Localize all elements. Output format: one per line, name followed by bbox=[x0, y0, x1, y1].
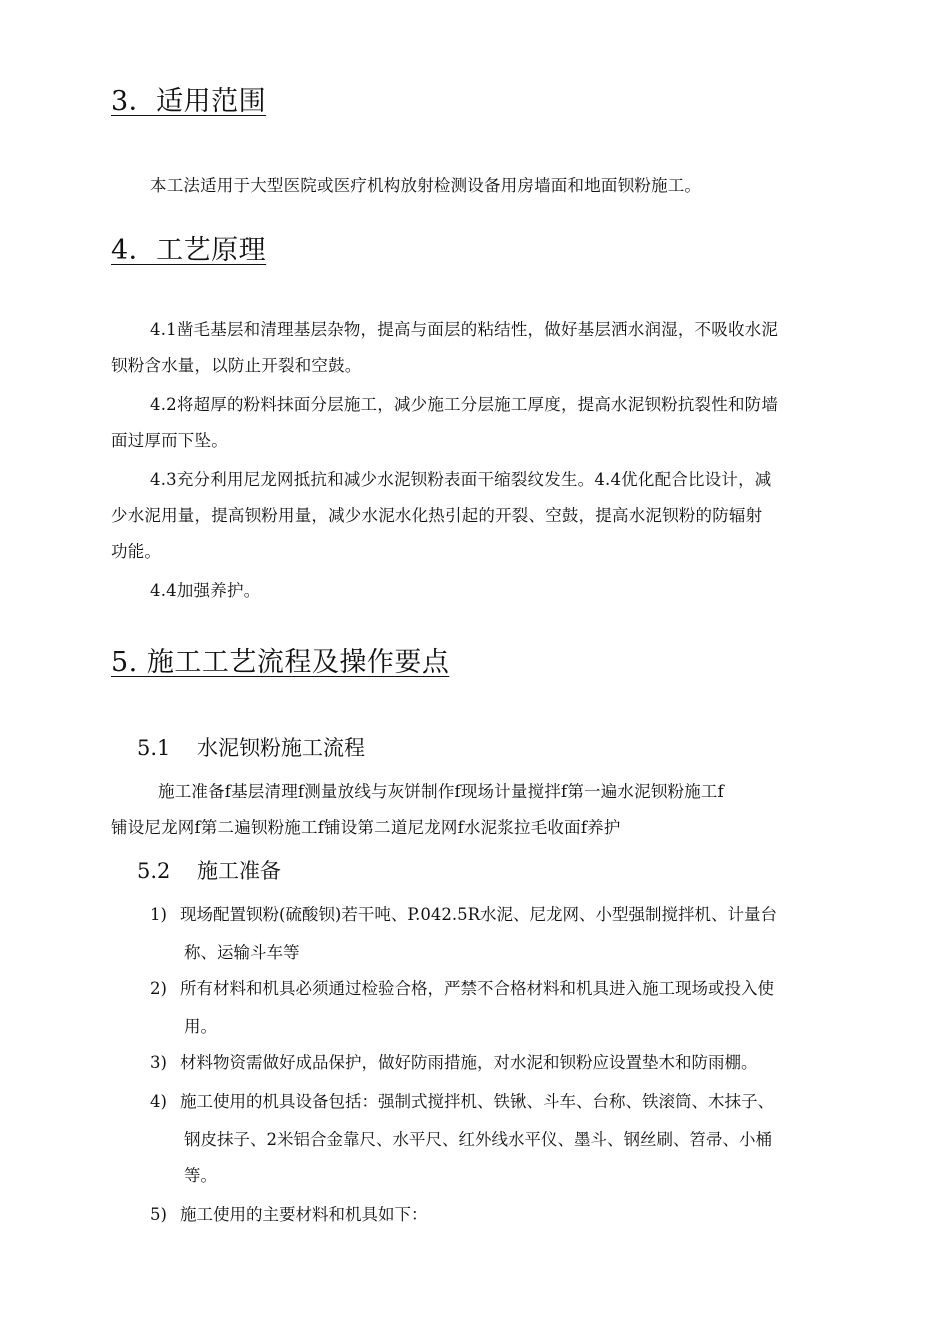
list-item-line: 施工使用的机具设备包括：强制式搅拌机、铁锹、斗车、台称、铁滚筒、木抹子、 bbox=[180, 1092, 774, 1111]
section-5-heading: 5. 施工工艺流程及操作要点 bbox=[111, 647, 450, 678]
list-item-line: 用。 bbox=[184, 1017, 217, 1036]
section-3-heading: 3．适用范围 bbox=[111, 86, 267, 117]
list-item-line: 所有材料和机具必须通过检验合格，严禁不合格材料和机具进入施工现场或投入使 bbox=[180, 979, 774, 998]
section-4-line: 4.4加强养护。 bbox=[150, 581, 261, 600]
list-item-line: 钢皮抹子、2米铝合金靠尺、水平尺、红外线水平仪、墨斗、钢丝刷、笤帚、小桶 bbox=[184, 1130, 772, 1149]
list-item-marker: 2) bbox=[150, 979, 167, 998]
list-item-line: 等。 bbox=[184, 1166, 217, 1185]
section-4-line: 4.1凿毛基层和清理基层杂物，提高与面层的粘结性，做好基层洒水润湿，不吸收水泥 bbox=[150, 320, 779, 339]
list-item-line: 称、运输斗车等 bbox=[184, 943, 300, 962]
list-item-marker: 1) bbox=[150, 905, 167, 924]
section-4-heading: 4．工艺原理 bbox=[111, 235, 267, 266]
list-item-line: 施工使用的主要材料和机具如下： bbox=[180, 1205, 428, 1224]
process-flow-line: 施工准备f基层清理f测量放线与灰饼制作f现场计量搅拌f第一遍水泥钡粉施工f bbox=[158, 782, 724, 801]
subsection-5-1-heading bbox=[137, 733, 365, 763]
subsection-number: 5.2 bbox=[137, 859, 171, 883]
subsection-title: 水泥钡粉施工流程 bbox=[197, 736, 365, 760]
list-item-marker: 3) bbox=[150, 1053, 167, 1072]
subsection-number: 5.1 bbox=[137, 736, 171, 760]
process-flow-line: 铺设尼龙网f第二遍钡粉施工f铺设第二道尼龙网f水泥浆拉毛收面f养护 bbox=[111, 818, 621, 837]
subsection-5-2-heading bbox=[137, 856, 281, 886]
section-4-line: 钡粉含水量，以防止开裂和空鼓。 bbox=[111, 356, 362, 375]
section-4-line: 4.2将超厚的粉料抹面分层施工，减少施工分层施工厚度，提高水泥钡粉抗裂性和防墙 bbox=[150, 395, 779, 414]
section-4-line: 4.3充分利用尼龙网抵抗和减少水泥钡粉表面干缩裂纹发生。4.4优化配合比设计，减 bbox=[150, 470, 772, 489]
list-item-line: 现场配置钡粉(硫酸钡)若干吨、P.042.5R水泥、尼龙网、小型强制搅拌机、计量台 bbox=[180, 905, 778, 924]
list-item-marker: 5) bbox=[150, 1205, 167, 1224]
section-4-line: 面过厚而下坠。 bbox=[111, 431, 228, 450]
list-item-marker: 4) bbox=[150, 1092, 167, 1111]
section-4-line: 少水泥用量，提高钡粉用量，减少水泥水化热引起的开裂、空鼓，提高水泥钡粉的防辐射 bbox=[111, 506, 763, 525]
subsection-title: 施工准备 bbox=[197, 859, 281, 883]
section-3-paragraph: 本工法适用于大型医院或医疗机构放射检测设备用房墙面和地面钡粉施工。 bbox=[150, 176, 702, 195]
section-4-line: 功能。 bbox=[111, 542, 162, 561]
list-item-line: 材料物资需做好成品保护，做好防雨措施，对水泥和钡粉应设置垫木和防雨棚。 bbox=[180, 1053, 758, 1072]
